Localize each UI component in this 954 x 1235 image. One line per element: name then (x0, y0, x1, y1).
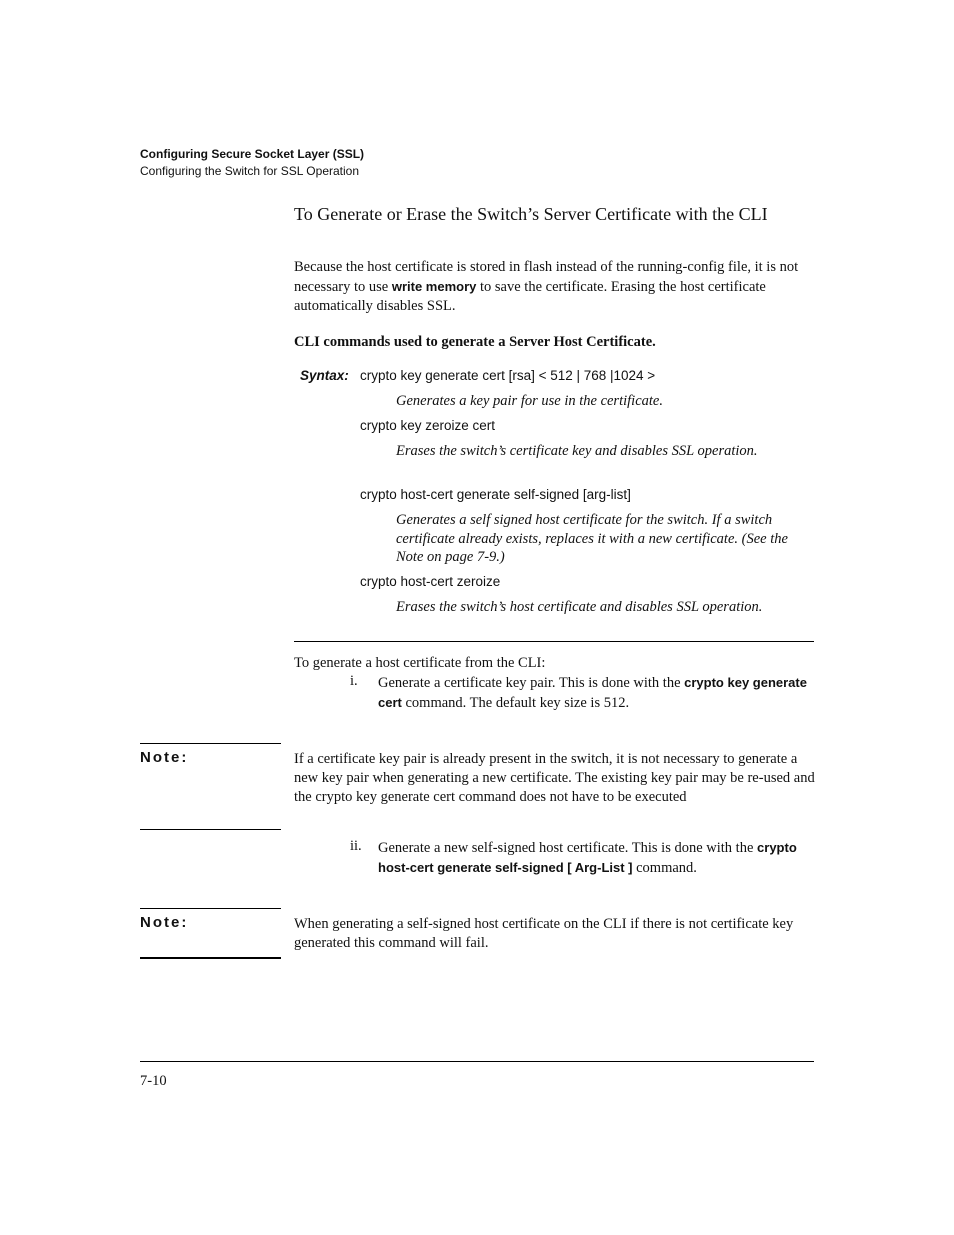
syntax-desc-host-cert-zeroize: Erases the switch’s host certificate and disables SSL operation. (396, 599, 763, 615)
running-header-section: Configuring the Switch for SSL Operation (140, 164, 360, 178)
syntax-command-key-zeroize: crypto key zeroize cert (360, 418, 496, 433)
syntax-divider (294, 641, 814, 642)
syntax-command-key-generate: crypto key generate cert [rsa] < 512 | 768 |1024 > (360, 368, 656, 383)
syntax-desc-key-zeroize: Erases the switch’s certificate key and disables SSL operation. (396, 443, 758, 459)
syntax-desc-key-generate: Generates a key pair for use in the certificate. (396, 393, 663, 409)
footer-rule (140, 1061, 814, 1062)
procedure-intro: To generate a host certificate from the CLI: (294, 655, 546, 671)
syntax-desc-host-cert-generate: Generates a self signed host certificate for the switch. If a switch certificate already exists, replaces it with a new certificate. (See the Note on page 7-9.) (396, 512, 788, 565)
section-title: To Generate or Erase the Switch’s Server Certificate with the CLI (294, 204, 768, 224)
note-2-text: When generating a self-signed host certificate on the CLI if there is not certificate key generated this command will fail. (294, 916, 794, 951)
running-header-chapter: Configuring Secure Socket Layer (SSL) (140, 147, 365, 161)
note-2-label: Note: (140, 914, 189, 931)
note-1-bottom-rule (140, 829, 281, 830)
note-1-text: If a certificate key pair is already present in the switch, it is not necessary to generate a new key pair when generating a new certificate. The existing key pair may be re-used and the crypto key generate cert command does not have to be executed (294, 751, 815, 805)
cli-commands-heading: CLI commands used to generate a Server Host Certificate. (294, 334, 656, 350)
crypto-host-cert-generate-command: crypto host-cert generate self-signed [ Arg-List ] (378, 840, 797, 875)
step-2-text: Generate a new self-signed host certificate. This is done with the crypto host-cert generate self-signed [ Arg-List ] command. (378, 840, 797, 876)
page-number: 7-10 (140, 1073, 167, 1089)
syntax-label: Syntax: (300, 368, 349, 383)
step-1-number: i. (350, 673, 358, 689)
step-2-number: ii. (350, 838, 362, 854)
crypto-key-generate-cert-command: crypto key generate cert (378, 675, 807, 710)
note-2-bottom-rule (140, 957, 281, 959)
syntax-command-host-cert-zeroize: crypto host-cert zeroize (360, 574, 501, 589)
note-1-label: Note: (140, 749, 189, 766)
note-1-top-rule (140, 743, 281, 744)
step-1-text: Generate a certificate key pair. This is done with the crypto key generate cert command. The default key size is 512. (378, 675, 807, 711)
note-2-top-rule (140, 908, 281, 909)
write-memory-command: write memory (391, 279, 477, 294)
syntax-command-host-cert-generate: crypto host-cert generate self-signed [arg-list] (360, 487, 631, 502)
intro-paragraph: Because the host certificate is stored in flash instead of the running-config file, it is not necessary to use write memory to save the certificate. Erasing the host certificate automatically disables SSL. (294, 259, 799, 314)
